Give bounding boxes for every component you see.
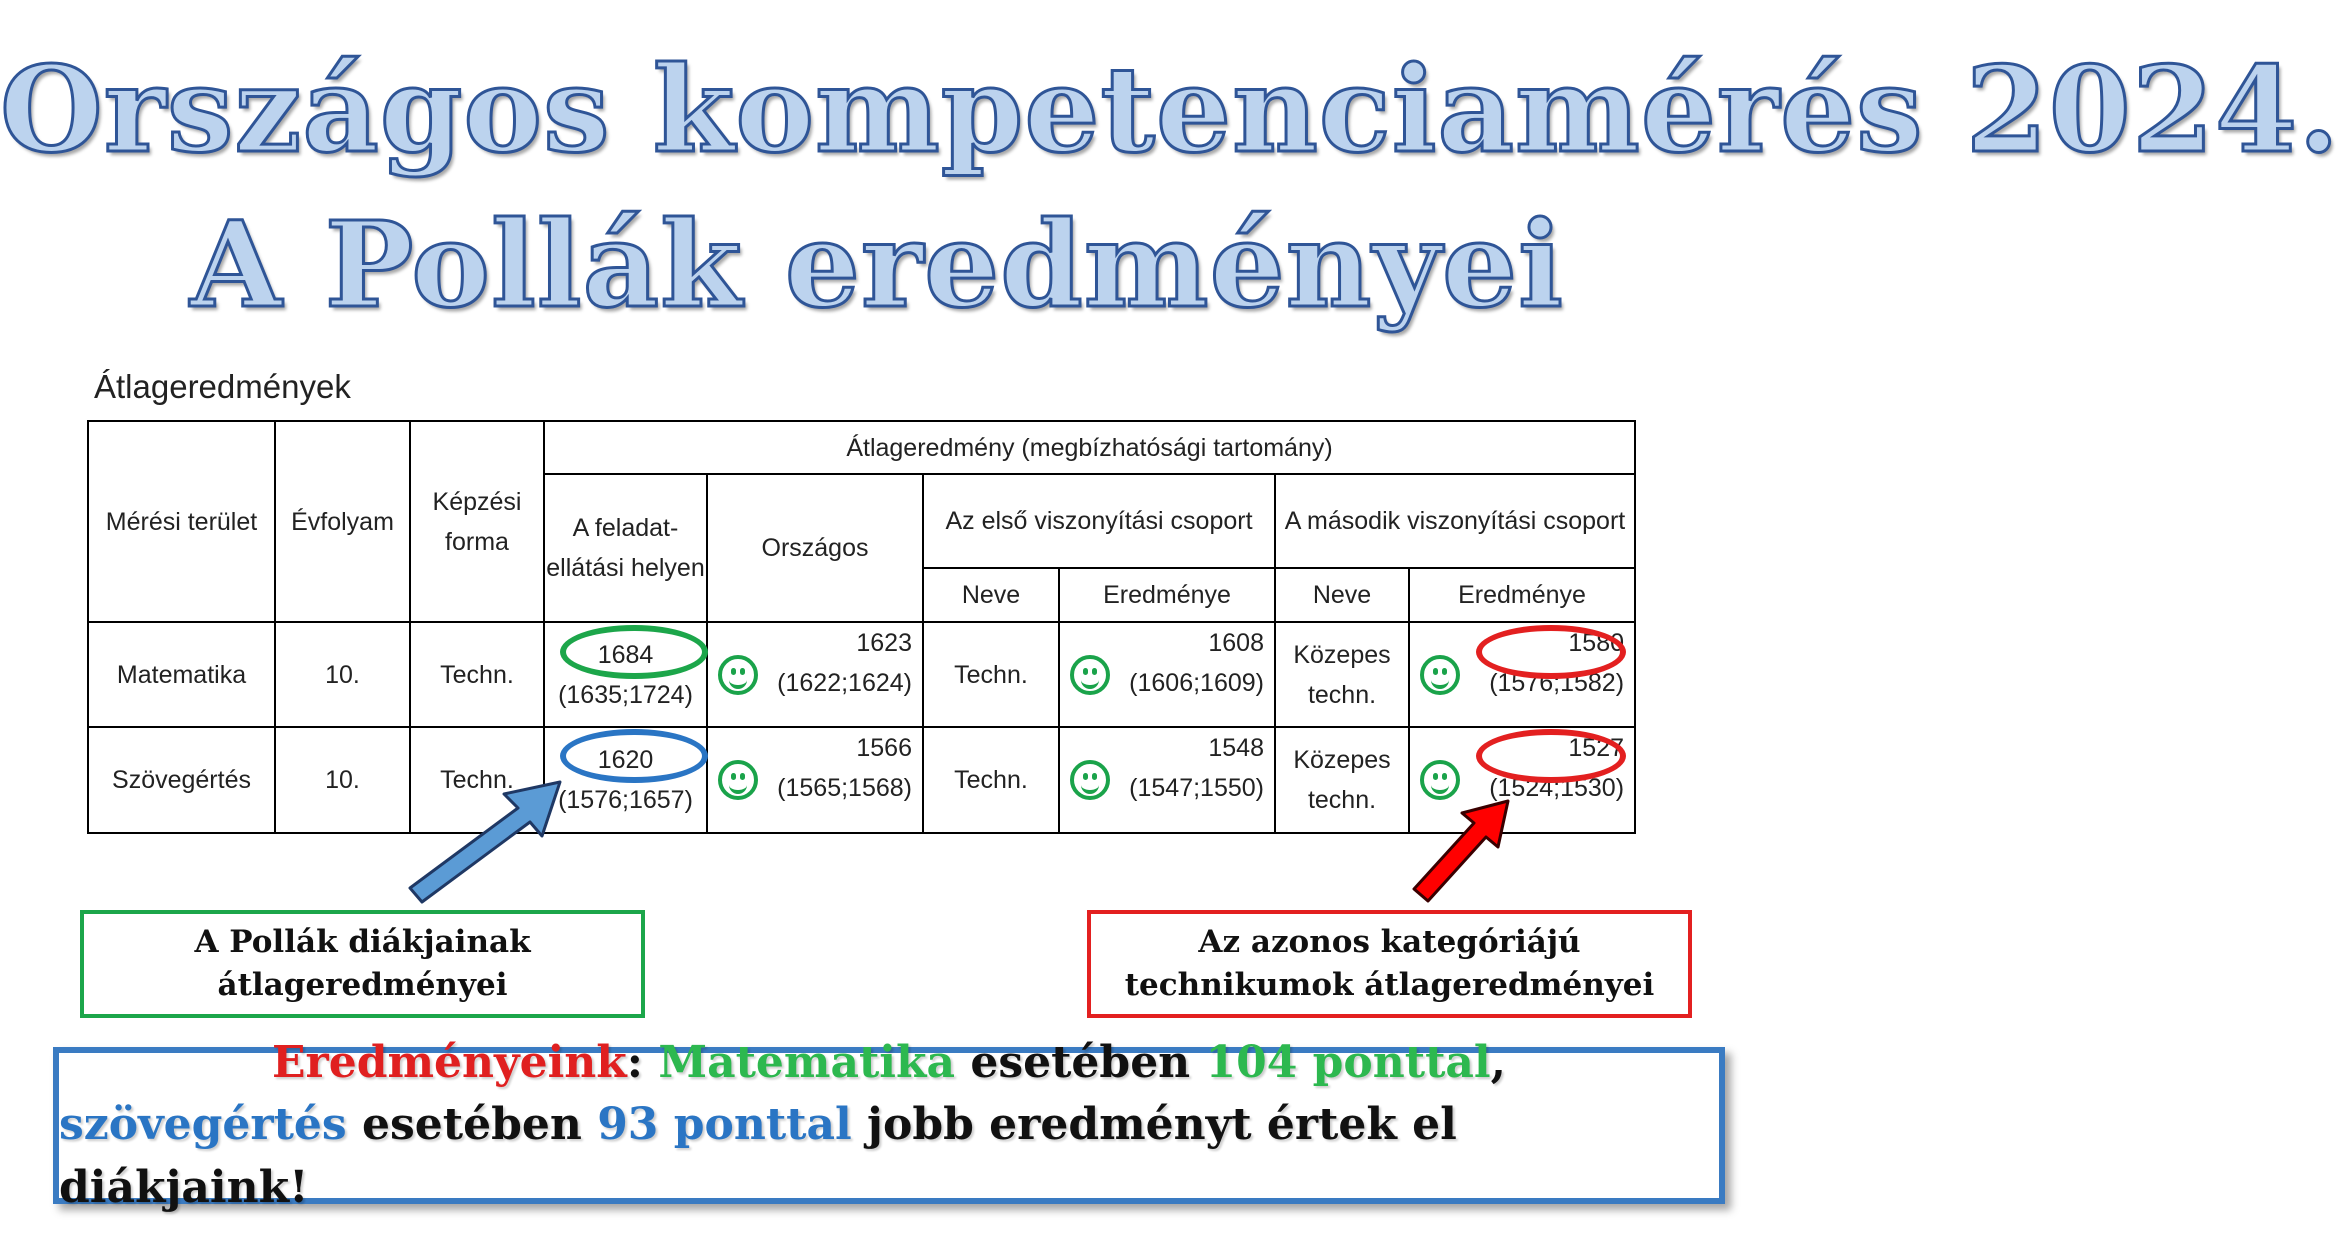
header-site: A feladat-ellátási helyen xyxy=(544,474,707,622)
row-form: Techn. xyxy=(410,622,544,727)
g2-value: 1527 xyxy=(1568,734,1625,762)
math-points: 104 ponttal xyxy=(1205,1036,1491,1088)
g2-value: 1580 xyxy=(1568,629,1625,657)
pollak-students-label xyxy=(80,910,645,1018)
reading-word: szövegértés xyxy=(59,1099,347,1151)
row-form: Techn. xyxy=(410,727,544,833)
header-area: Mérési terület xyxy=(88,421,275,622)
row-area: Matematika xyxy=(88,622,275,727)
same-category-label-text: Az azonos kategóriájú technikumok átlageredményei xyxy=(1124,924,1655,1003)
summary-line-2 xyxy=(59,1094,1719,1219)
red-highlight-ring xyxy=(1476,625,1626,679)
colon: : xyxy=(626,1036,644,1088)
title-line-1: Országos kompetenciamérés 2024. xyxy=(0,40,2340,179)
header-form: Képzési forma xyxy=(410,421,544,622)
smiley-icon xyxy=(718,655,758,695)
g2-range: (1576;1582) xyxy=(1489,669,1625,697)
g2-name: Közepes techn. xyxy=(1275,622,1409,727)
g1-range: (1606;1609) xyxy=(1129,669,1264,697)
g1-result-cell xyxy=(1059,622,1275,727)
g1-result-cell xyxy=(1059,727,1275,833)
header-second-group: A második viszonyítási csoport xyxy=(1275,474,1635,568)
red-highlight-ring xyxy=(1476,729,1626,783)
national-value: 1623 xyxy=(856,629,912,657)
header-national: Országos xyxy=(707,474,923,622)
national-result-cell xyxy=(707,727,923,833)
results-word: Eredményeink xyxy=(272,1036,627,1088)
same-category-label xyxy=(1087,910,1692,1018)
case-word: esetében xyxy=(970,1036,1191,1088)
national-result-cell xyxy=(707,622,923,727)
row-grade: 10. xyxy=(275,727,410,833)
header-g2-result: Eredménye xyxy=(1409,568,1635,622)
smiley-icon xyxy=(1070,655,1110,695)
header-g2-name: Neve xyxy=(1275,568,1409,622)
comma: , xyxy=(1490,1036,1506,1088)
site-range: (1576;1657) xyxy=(558,786,693,814)
national-range: (1565;1568) xyxy=(777,774,912,802)
smiley-icon xyxy=(1420,655,1460,695)
row-grade: 10. xyxy=(275,622,410,727)
header-average-group: Átlageredmény (megbízhatósági tartomány) xyxy=(544,421,1635,474)
summary-box xyxy=(53,1036,1725,1213)
header-g1-name: Neve xyxy=(923,568,1059,622)
g1-name: Techn. xyxy=(923,727,1059,833)
blue-highlight-ring xyxy=(560,729,708,783)
smiley-icon xyxy=(1420,760,1460,800)
green-highlight-ring xyxy=(560,625,708,679)
smiley-icon xyxy=(1070,760,1110,800)
table-caption: Átlageredmények xyxy=(94,368,351,405)
g1-range: (1547;1550) xyxy=(1129,774,1264,802)
g2-range: (1524;1530) xyxy=(1489,774,1625,802)
header-first-group: Az első viszonyítási csoport xyxy=(923,474,1275,568)
pollak-students-label-text: A Pollák diákjainak átlageredményei xyxy=(194,924,531,1003)
g1-value: 1608 xyxy=(1208,629,1264,657)
g1-name: Techn. xyxy=(923,622,1059,727)
smiley-icon xyxy=(718,760,758,800)
header-g1-result: Eredménye xyxy=(1059,568,1275,622)
red-arrow-icon xyxy=(1400,795,1520,905)
site-value: 1620 xyxy=(597,746,654,774)
case-word-2: esetében xyxy=(362,1099,582,1151)
math-word: Matematika xyxy=(658,1036,956,1088)
g1-value: 1548 xyxy=(1208,734,1264,762)
site-value: 1684 xyxy=(597,640,654,669)
header-grade: Évfolyam xyxy=(275,421,410,622)
summary-line-1 xyxy=(272,1032,1506,1094)
blue-arrow-icon xyxy=(400,770,580,910)
row-area: Szövegértés xyxy=(88,727,275,833)
title-line-2: A Pollák eredményei xyxy=(190,195,1564,334)
national-value: 1566 xyxy=(856,734,912,762)
results-table xyxy=(87,420,1636,834)
national-range: (1622;1624) xyxy=(777,669,912,697)
table-row xyxy=(88,622,1635,727)
site-range: (1635;1724) xyxy=(558,680,693,709)
g2-name: Közepes techn. xyxy=(1275,727,1409,833)
summary-ending: jobb eredményt értek el diákjaink! xyxy=(59,1099,1457,1213)
reading-points: 93 ponttal xyxy=(597,1099,852,1151)
